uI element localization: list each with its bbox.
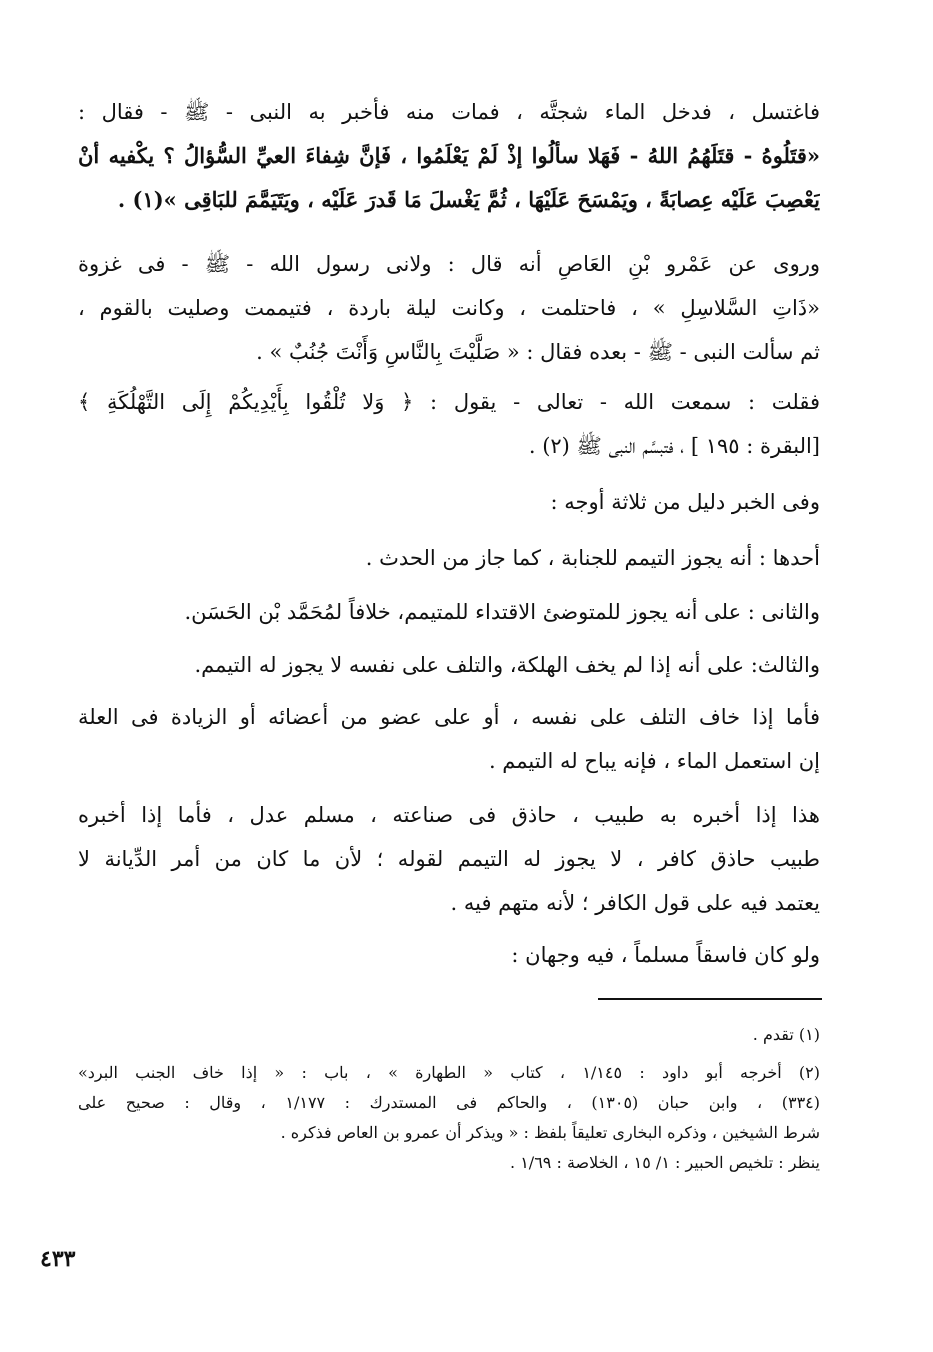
text-line: «ذَاتِ السَّلاسِلِ » ، فاحتلمت ، وكانت ليلة باردة ، فتيممت وصليت بالقوم ،	[78, 296, 820, 320]
text-line: [البقرة : ١٩٥ ] ، فتبسَّم النبى ﷺ (٢) .	[528, 434, 820, 458]
paragraph-first-aspect	[78, 536, 820, 580]
paragraph-third-aspect	[78, 643, 820, 687]
text-line: طبيب حاذق كافر ، لا يجوز له التيمم لقوله ؛ لأن ما كان من أمر الدِّيانة لا	[78, 847, 820, 871]
text-line: «قتَلُوهُ - قتَلَهُمُ اللهُ - فَهَلا سألُوا إذْ لَمْ يَعْلَمُوا ، فَإنَّ شِفاءَ العيِّ السُّؤالُ ؟ يكْفيه أنْ	[78, 143, 820, 168]
paragraph-quran-verse	[78, 380, 820, 468]
text-line: ولو كان فاسقاً مسلماً ، فيه وجهان :	[511, 943, 820, 967]
text-line: فقلت : سمعت الله - تعالى - يقول : ﴿ وَلا تُلْقُوا بِأَيْدِيكُمْ إِلَى التَّهْلُكَةِ ﴾	[78, 390, 820, 414]
paragraph-fear-of-harm	[78, 695, 820, 783]
text-line: فاغتسل ، فدخل الماء شجتَّه ، فمات منه فأخبر به النبى - ﷺ - فقال :	[78, 100, 820, 124]
paragraph-physician	[78, 793, 820, 925]
footnote-separator	[598, 998, 822, 1000]
text-line: يعتمد فيه على قول الكافر ؛ لأنه متهم فيه .	[450, 891, 820, 915]
text-line: فأما إذا خاف التلف على نفسه ، أو على عضو من أعضائه أو الزيادة فى العلة	[78, 705, 820, 729]
paragraph-evidence-intro	[78, 480, 820, 524]
footnote-1	[78, 1020, 820, 1050]
paragraph-hadith-2	[78, 242, 820, 374]
paragraph-second-aspect	[78, 590, 820, 634]
footnote-2	[78, 1058, 820, 1178]
text-line: وروى عن عَمْرو بْنِ العَاصِ أنه قال : ولانى رسول الله - ﷺ - فى غزوة	[78, 252, 820, 276]
text-line: والثانى : على أنه يجوز للمتوضئ الاقتداء للمتيمم، خلافاً لمُحَمَّد بْن الحَسَن.	[184, 600, 820, 624]
paragraph-sinful-muslim	[78, 933, 820, 977]
text-line: وفى الخبر دليل من ثلاثة أوجه :	[550, 490, 820, 514]
footnote-line: (١) تقدم .	[752, 1025, 820, 1044]
text-line: أحدها : أنه يجوز التيمم للجنابة ، كما جاز من الحدث .	[365, 546, 820, 570]
text-line: ثم سألت النبى - ﷺ - بعده فقال : « صَلَّيْتَ بِالنَّاسِ وَأَنْتَ جُنُبٌ » .	[256, 340, 820, 364]
footnote-line: شرط الشيخين ، وذكره البخارى تعليقاً بلفظ : « ويذكر أن عمرو بن العاص فذكره .	[280, 1123, 820, 1142]
text-line: يَعْصِبَ عَلَيْه عِصابَةً ، ويَمْسَحَ عَلَيْهَا ، ثُمَّ يَغْسلَ مَا قَدرَ عَلَيْه ، ويَتَيَمَّمَ للبَاقِى »(١) .	[117, 187, 820, 212]
footnote-line: (٣٣٤) ، وابن حبان (١٣٠٥) ، والحاكم فى المستدرك : ١/١٧٧ ، وقال : صحيح على	[78, 1093, 820, 1112]
text-line: والثالث: على أنه إذا لم يخف الهلكة، والتلف على نفسه لا يجوز له التيمم.	[194, 653, 820, 677]
footnote-line: (٢) أخرجه أبو داود : ١/١٤٥ ، كتاب « الطهارة » ، باب : « إذا خاف الجنب البرد»	[78, 1063, 820, 1082]
text-line: هذا إذا أخبره به طبيب ، حاذق فى صناعته ، مسلم عدل ، فأما إذا أخبره	[78, 803, 820, 827]
text-line: إن استعمل الماء ، فإنه يباح له التيمم .	[488, 749, 820, 773]
footnote-line: ينظر : تلخيص الحبير : ١/ ١٥ ، الخلاصة : ١/٦٩ .	[510, 1153, 820, 1172]
paragraph-hadith-1	[78, 90, 820, 222]
page-number: ٤٣٣	[40, 1246, 76, 1272]
